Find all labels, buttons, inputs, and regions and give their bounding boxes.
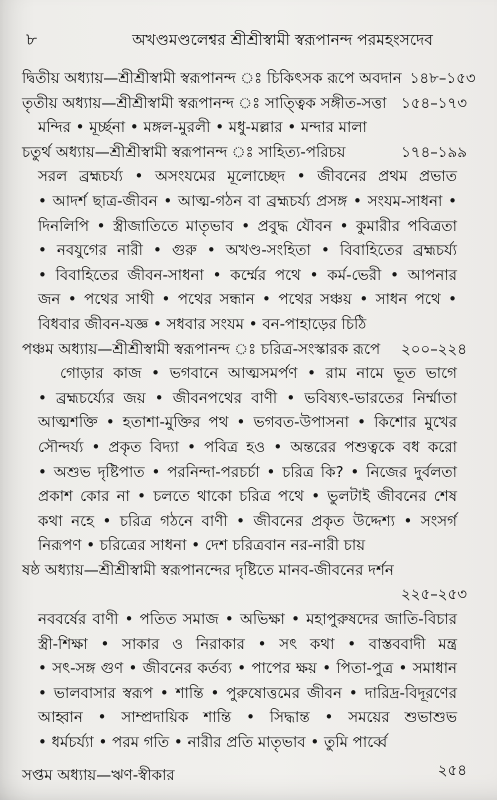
toc-line: কথা নহে • চরিত্র গঠনে বাণী • জীবনের প্রকৃত উদ্দেশ্য • সংসর্গ bbox=[38, 511, 457, 530]
toc-line: • আদর্শ ছাত্র-জীবন • আত্ম-গঠন বা ব্রহ্মচর্য্য প্রসঙ্গ • সংযম-সাধনা • bbox=[38, 191, 457, 210]
toc-line: বিধবার জীবন-যজ্ঞ • সধবার সংযম • বন-পাহাড়ের চিঠি bbox=[38, 314, 367, 333]
chapter-title: তৃতীয় অধ্যায়—শ্রীশ্রীস্বামী স্বরূপানন্দ ঃ সাত্ত্বিক সঙ্গীত-সত্তা bbox=[22, 93, 387, 112]
running-title: অখণ্ডমণ্ডলেশ্বর শ্রীশ্রীস্বামী স্বরূপানন্দ পরমহংসদেব bbox=[132, 31, 433, 49]
chapter-heading-3 bbox=[0, 91, 497, 116]
toc-line: প্রকাশ কোর না • চলতে থাকো চরিত্র পথে • ভুলটাই জীবনের শেষ bbox=[38, 487, 457, 506]
toc-line: নিরূপণ • চরিত্রের সাধনা • দেশ চরিত্রবান নর-নারী চায় bbox=[38, 536, 366, 555]
chapter-heading-5 bbox=[0, 337, 497, 362]
chapter-page-range: ২৫৪ bbox=[437, 760, 467, 779]
chapter-title: পঞ্চম অধ্যায়—শ্রীশ্রীস্বামী স্বরূপানন্দ ঃ চরিত্র-সংস্কারক রূপে bbox=[22, 339, 381, 358]
chapter-title: সপ্তম অধ্যায়—ঋণ-স্বীকার bbox=[22, 765, 175, 784]
toc-line: • অশুভ দৃষ্টিপাত • পরনিন্দা-পরচর্চা • চরিত্র কি? • নিজের দুর্বলতা bbox=[38, 462, 457, 481]
toc-line: • ধর্মচর্য্যা • পরম গতি • নারীর প্রতি মাতৃভাব • তুমি পার্ব্বে bbox=[38, 733, 388, 752]
chapter-title: দ্বিতীয় অধ্যায়—শ্রীশ্রীস্বামী স্বরূপানন্দ ঃ চিকিৎসক রূপে অবদান bbox=[22, 69, 402, 87]
toc-line: মন্দির • মূর্চ্ছনা • মঙ্গল-মুরলী • মধু-মল্লার • মন্দার মালা bbox=[38, 118, 367, 137]
chapter-page-range: ১৪৮–১৫৩ bbox=[409, 69, 476, 87]
chapter-heading-7 bbox=[0, 760, 497, 788]
page-number: ৮ bbox=[26, 30, 38, 50]
chapter-page-range: ১৭৪–১৯৯ bbox=[401, 142, 467, 161]
table-of-contents bbox=[0, 66, 497, 787]
chapter-heading-6 bbox=[0, 558, 497, 583]
chapter-page-range: ২২৫–২৫৩ bbox=[401, 585, 467, 604]
toc-line: • সৎ-সঙ্গ গুণ • জীবনের কর্তব্য • পাপের ক্ষয় • পিতা-পুত্র • সমাধান bbox=[38, 659, 457, 678]
chapter-title: চতুর্থ অধ্যায়—শ্রীশ্রীস্বামী স্বরূপানন্দ ঃ সাহিত্য-পরিচয় bbox=[22, 142, 346, 161]
running-header bbox=[0, 28, 497, 52]
toc-line: সৌন্দর্য্য • প্রকৃত বিদ্যা • পবিত্র হও • অন্তরের পশুত্বকে বধ করো bbox=[38, 437, 457, 456]
toc-line: জন • পথের সাথী • পথের সন্ধান • পথের সঞ্চয় • সাধন পথে • bbox=[38, 290, 457, 309]
toc-line: আহ্বান • সাম্প্রদায়িক শান্তি • সিদ্ধান্ত • সময়ের শুভাশুভ bbox=[38, 708, 457, 727]
toc-line: গোড়ার কাজ • ভগবানে আত্মসমর্পণ • রাম নামে ভূত ভাগে bbox=[60, 364, 457, 383]
toc-line: আত্মশক্তি • হতাশা-মুক্তির পথ • ভগবত-উপাসনা • কিশোর মুখের bbox=[38, 413, 457, 432]
chapter-page-range: ১৫৪–১৭৩ bbox=[401, 93, 467, 112]
toc-line: সরল ব্রহ্মচর্য্য • অসংযমের মূলোচ্ছেদ • জীবনের প্রথম প্রভাত bbox=[38, 167, 457, 186]
toc-line: • ভালবাসার স্বরূপ • শান্তি • পুরুষোত্তমের জীবন • দারিদ্র-বিদূরণের bbox=[38, 683, 457, 702]
toc-line: • ব্রহ্মচর্য্যের জয় • জীবনপথের বাণী • ভবিষ্যৎ-ভারতের নির্ম্মাতা bbox=[38, 388, 457, 407]
chapter-page-range: ২০০–২২৪ bbox=[401, 339, 467, 358]
chapter-title: ষষ্ঠ অধ্যায়—শ্রীশ্রীস্বামী স্বরূপানন্দের দৃষ্টিতে মানব-জীবনের দর্শন bbox=[22, 560, 394, 579]
chapter-heading-2 bbox=[0, 66, 497, 91]
toc-line: নববর্ষের বাণী • পতিত সমাজ • অভিক্ষা • মহাপুরুষদের জাতি-বিচার bbox=[38, 610, 457, 629]
chapter-heading-4 bbox=[0, 140, 497, 165]
toc-line: • বিবাহিতের জীবন-সাধনা • কর্ম্মের পথে • কর্ম-ভেরী • আপনার bbox=[38, 265, 457, 284]
toc-line: • নবযুগের নারী • গুরু • অখণ্ড-সংহিতা • বিবাহিতের ব্রহ্মচর্য্য bbox=[38, 241, 457, 260]
toc-line: দিনলিপি • স্ত্রীজাতিতে মাতৃভাব • প্রবুদ্ধ যৌবন • কুমারীর পবিত্রতা bbox=[38, 216, 457, 235]
toc-line: স্ত্রী-শিক্ষা • সাকার ও নিরাকার • সৎ কথা • বাস্তববাদী মন্ত্র bbox=[38, 634, 457, 653]
